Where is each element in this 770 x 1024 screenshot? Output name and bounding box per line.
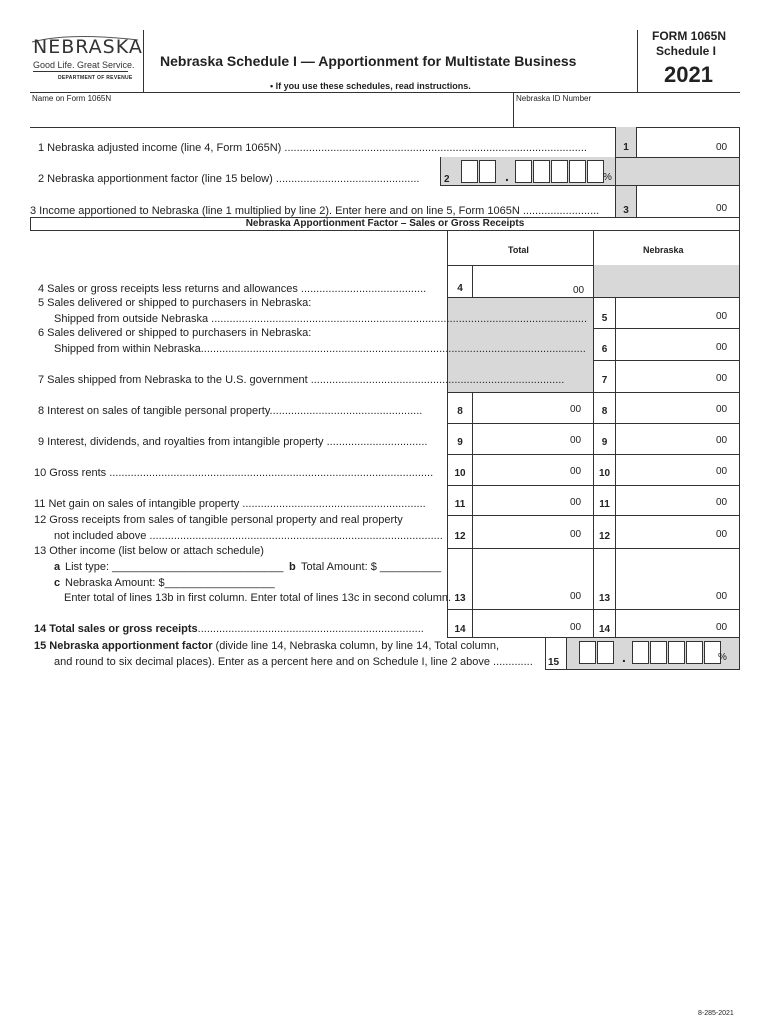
row-12-total-input[interactable] bbox=[476, 518, 568, 544]
instruction-note: • If you use these schedules, read instructions. bbox=[270, 81, 471, 91]
row-10-total-input[interactable] bbox=[476, 456, 568, 482]
row-10-number-nebraska: 10 bbox=[598, 468, 611, 479]
row-10-total-cents: 00 bbox=[570, 466, 582, 477]
row-9-total-cents: 00 bbox=[570, 435, 582, 446]
row-13-c-marker: c bbox=[54, 577, 61, 589]
row-13-a-marker: a bbox=[54, 561, 61, 573]
row-15-digit[interactable] bbox=[650, 641, 667, 664]
column-header-nebraska: Nebraska bbox=[643, 245, 684, 255]
row-13-nebraska-amount[interactable]: Nebraska Amount: $__________________ bbox=[65, 577, 275, 589]
line-1-input[interactable] bbox=[640, 128, 712, 156]
row-11-total-cents: 00 bbox=[570, 497, 582, 508]
row-13-list-type[interactable]: List type: ____________________________ bbox=[65, 561, 284, 573]
row-14-number: 14 bbox=[454, 624, 466, 635]
line-2-label: 2 Nebraska apportionment factor (line 15 below) ............................................... bbox=[38, 173, 420, 185]
row-7-nebraska-input[interactable] bbox=[619, 362, 711, 388]
row-9-total-input[interactable] bbox=[476, 425, 568, 451]
row-12-total-cents: 00 bbox=[570, 529, 582, 540]
line-1-label: 1 Nebraska adjusted income (line 4, Form 1065N) ................................................................................................... bbox=[38, 142, 587, 154]
row-15-digit[interactable] bbox=[668, 641, 685, 664]
line-1-number: 1 bbox=[623, 142, 629, 153]
line-3-input[interactable] bbox=[640, 188, 712, 216]
line-2-number: 2 bbox=[444, 174, 450, 185]
row-6-cents: 00 bbox=[716, 342, 728, 353]
form-code: 8-285-2021 bbox=[698, 1010, 734, 1017]
row-15-percent: % bbox=[718, 652, 727, 663]
row-12-label: 12 Gross receipts from sales of tangible personal property and real property bbox=[34, 514, 403, 526]
row-9-number: 9 bbox=[457, 437, 463, 448]
row-14-label bbox=[34, 623, 424, 635]
row-15-decimal: . bbox=[622, 649, 626, 665]
line-2-digit[interactable] bbox=[479, 160, 496, 183]
row-6-label: 6 Sales delivered or shipped to purchasers in Nebraska: bbox=[38, 327, 312, 339]
row-9-label: 9 Interest, dividends, and royalties from intangible property ................................. bbox=[38, 436, 428, 448]
line-3-label: 3 Income apportioned to Nebraska (line 1 multiplied by line 2). Enter here and on line 5, Form 1065N ......................... bbox=[30, 205, 600, 217]
row-13-cents: 00 bbox=[716, 591, 728, 602]
row-11-nebraska-input[interactable] bbox=[619, 487, 711, 513]
logo-department: DEPARTMENT OF REVENUE bbox=[58, 75, 133, 81]
row-5-number: 5 bbox=[601, 313, 608, 324]
row-5-nebraska-input[interactable] bbox=[619, 299, 711, 325]
line-2-digit[interactable] bbox=[533, 160, 550, 183]
row-13-total-cents: 00 bbox=[570, 591, 582, 602]
schedule-label: Schedule I bbox=[656, 44, 717, 58]
column-header-total: Total bbox=[508, 245, 529, 255]
section-title: Nebraska Apportionment Factor – Sales or Gross Receipts bbox=[245, 218, 525, 229]
row-15-label-rest: (divide line 14, Nebraska column, by line 14, Total column, bbox=[212, 640, 500, 652]
line-1-cents: 00 bbox=[716, 142, 728, 153]
row-11-cents: 00 bbox=[716, 497, 728, 508]
row-7-label: 7 Sales shipped from Nebraska to the U.S. government ................................................................................... bbox=[38, 374, 565, 386]
line-2-digit[interactable] bbox=[461, 160, 478, 183]
line-2-digit[interactable] bbox=[587, 160, 604, 183]
row-14-label-bold: 14 Total sales or gross receipts bbox=[34, 623, 198, 635]
name-field[interactable] bbox=[34, 104, 509, 124]
row-10-label: 10 Gross rents .......................................................................................................... bbox=[34, 467, 434, 479]
row-4-total-input[interactable] bbox=[476, 268, 568, 294]
row-15-label bbox=[34, 640, 499, 652]
row-15-digit[interactable] bbox=[579, 641, 596, 664]
row-13-number: 13 bbox=[454, 593, 466, 604]
row-5-cents: 00 bbox=[716, 311, 728, 322]
line-2-decimal: . bbox=[505, 168, 509, 184]
row-8-total-cents: 00 bbox=[570, 404, 582, 415]
row-4-cents: 00 bbox=[573, 285, 585, 296]
row-15-label-bold: 15 Nebraska apportionment factor bbox=[34, 640, 213, 652]
logo-wordmark: NEBRASKA bbox=[33, 36, 143, 58]
row-10-cents: 00 bbox=[716, 466, 728, 477]
row-13-total-amount[interactable]: Total Amount: $ __________ bbox=[301, 561, 442, 573]
row-11-label: 11 Net gain on sales of intangible property ............................................................ bbox=[34, 498, 426, 510]
id-label: Nebraska ID Number bbox=[516, 94, 592, 103]
row-13-nebraska-input[interactable] bbox=[619, 580, 711, 606]
row-8-total-input[interactable] bbox=[476, 394, 568, 420]
form-number: FORM 1065N bbox=[652, 29, 727, 43]
row-14-number-nebraska: 14 bbox=[598, 624, 611, 635]
line-2-digit[interactable] bbox=[551, 160, 568, 183]
row-8-label: 8 Interest on sales of tangible personal property.................................................. bbox=[38, 405, 423, 417]
page-title: Nebraska Schedule I — Apportionment for Multistate Business bbox=[160, 53, 577, 69]
row-11-number: 11 bbox=[454, 499, 466, 510]
row-14-label-dots: .......................................................................... bbox=[197, 623, 424, 635]
row-9-cents: 00 bbox=[716, 435, 728, 446]
row-8-number-nebraska: 8 bbox=[601, 406, 608, 417]
row-9-nebraska-input[interactable] bbox=[619, 425, 711, 451]
line-3-cents: 00 bbox=[716, 203, 728, 214]
row-9-number-nebraska: 9 bbox=[601, 437, 608, 448]
row-14-nebraska-input[interactable] bbox=[619, 611, 711, 635]
row-4-number: 4 bbox=[457, 283, 463, 294]
row-15-digit[interactable] bbox=[632, 641, 649, 664]
row-7-number: 7 bbox=[601, 375, 608, 386]
row-15-digit[interactable] bbox=[597, 641, 614, 664]
row-14-cents: 00 bbox=[716, 622, 728, 633]
row-14-total-input[interactable] bbox=[476, 611, 568, 635]
row-10-nebraska-input[interactable] bbox=[619, 456, 711, 482]
line-2-digit[interactable] bbox=[515, 160, 532, 183]
row-13-instruction: Enter total of lines 13b in first column. Enter total of lines 13c in second column. bbox=[64, 592, 452, 604]
row-12-nebraska-input[interactable] bbox=[619, 518, 711, 544]
row-12-number: 12 bbox=[454, 531, 466, 542]
row-15-sublabel: and round to six decimal places). Enter as a percent here and on Schedule I, line 2 above ............. bbox=[54, 656, 533, 668]
line-2-percent: % bbox=[603, 172, 612, 183]
row-13-label: 13 Other income (list below or attach schedule) bbox=[34, 545, 264, 557]
row-8-number: 8 bbox=[457, 406, 463, 417]
row-11-number-nebraska: 11 bbox=[599, 499, 610, 510]
row-15-digit[interactable] bbox=[686, 641, 703, 664]
row-4-label: 4 Sales or gross receipts less returns and allowances ......................................... bbox=[38, 283, 427, 295]
row-12-cents: 00 bbox=[716, 529, 728, 540]
line-2-digit[interactable] bbox=[569, 160, 586, 183]
row-7-cents: 00 bbox=[716, 373, 728, 384]
row-14-total-cents: 00 bbox=[570, 622, 582, 633]
row-6-nebraska-input[interactable] bbox=[619, 330, 711, 356]
name-label: Name on Form 1065N bbox=[32, 94, 112, 103]
row-13-total-input[interactable] bbox=[476, 580, 568, 606]
row-8-nebraska-input[interactable] bbox=[619, 394, 711, 420]
row-8-cents: 00 bbox=[716, 404, 728, 415]
row-5-sublabel: Shipped from outside Nebraska ........................................................................................................................... bbox=[54, 313, 588, 325]
row-6-number: 6 bbox=[601, 344, 608, 355]
row-13-number-nebraska: 13 bbox=[598, 593, 611, 604]
row-12-number-nebraska: 12 bbox=[598, 531, 611, 542]
row-5-label: 5 Sales delivered or shipped to purchasers in Nebraska: bbox=[38, 297, 312, 309]
tax-year: 2021 bbox=[664, 62, 713, 87]
nebraska-id-field[interactable] bbox=[516, 104, 736, 124]
row-6-sublabel: Shipped from within Nebraska.............................................................................................................................. bbox=[54, 343, 586, 355]
row-10-number: 10 bbox=[454, 468, 466, 479]
row-13-b-marker: b bbox=[289, 561, 296, 573]
row-15-number: 15 bbox=[548, 657, 560, 668]
row-11-total-input[interactable] bbox=[476, 487, 568, 513]
row-12-sublabel: not included above ................................................................................................ bbox=[54, 530, 443, 542]
line-3-number: 3 bbox=[623, 205, 629, 216]
logo-tagline: Good Life. Great Service. bbox=[33, 60, 135, 70]
